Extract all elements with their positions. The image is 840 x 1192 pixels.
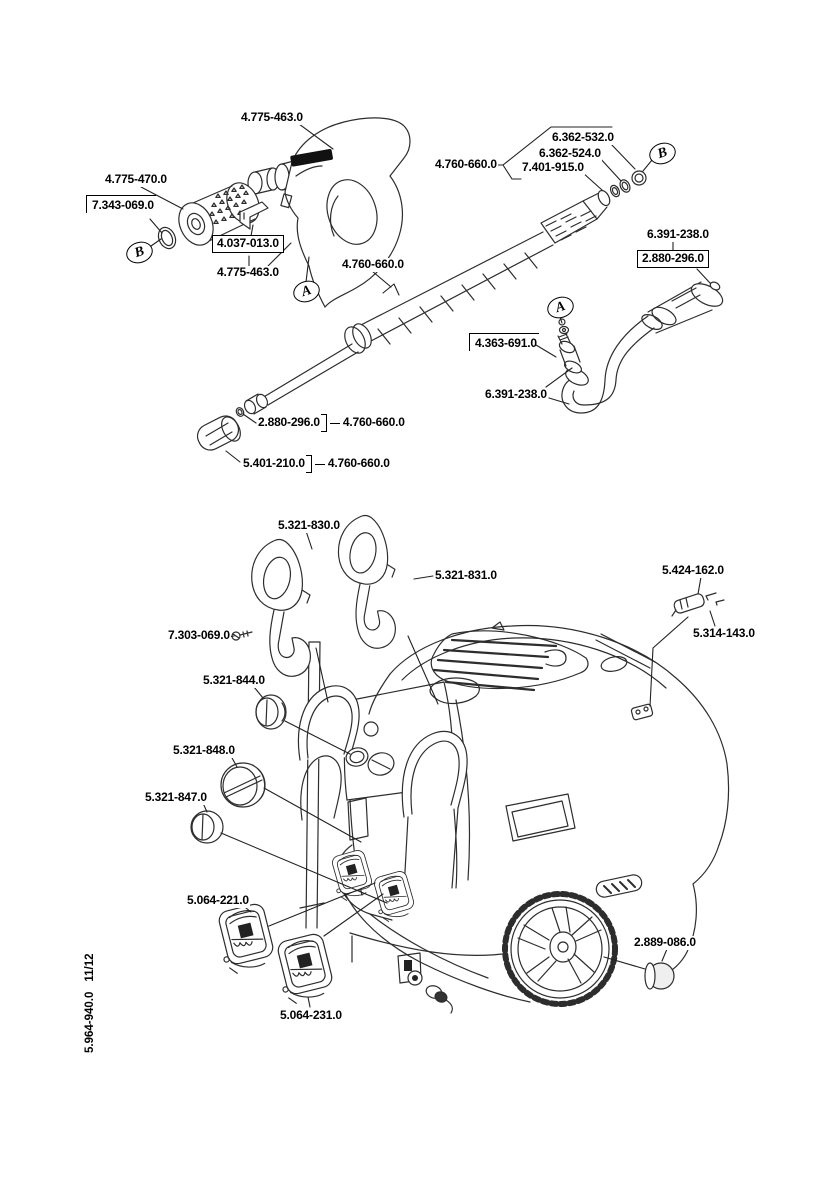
part-label-hook-right: 5.321-831.0: [435, 568, 497, 582]
wheel-art: [502, 891, 618, 1007]
part-label-clip: 4.037-013.0: [212, 235, 284, 253]
hub-cap-art: [645, 963, 674, 989]
sheet-edition: 11/12: [84, 953, 96, 982]
detail-marker-a: A: [290, 277, 322, 305]
part-label-elbow-fitting: 4.363-691.0: [469, 333, 539, 351]
part-label-washer: 6.362-524.0: [539, 146, 601, 160]
detail-marker-b: B: [123, 238, 155, 266]
part-label-knob-upper: 5.321-844.0: [203, 673, 265, 687]
part-label-gun-top: 4.775-463.0: [241, 110, 303, 124]
detail-marker-b: B: [646, 139, 678, 167]
part-label-wheel-cap: 2.889-086.0: [634, 935, 696, 949]
part-label-hook-left: 5.321-830.0: [278, 518, 340, 532]
dash-glyph: [315, 464, 325, 465]
part-label-holder-front: 5.064-221.0: [187, 893, 249, 907]
knobs-art: [191, 695, 286, 843]
leader-lines: [141, 124, 715, 1007]
part-label-lance-right: 4.760-660.0: [435, 157, 497, 171]
part-label-clamp-screws: 5.314-143.0: [693, 626, 755, 640]
part-label-tip-oring-ref: 4.760-660.0: [342, 415, 405, 430]
detail-marker-a: A: [544, 293, 576, 321]
part-label-gun-bottom: 4.775-463.0: [217, 265, 279, 279]
bracket-glyph: [306, 455, 312, 473]
bracket-glyph: [321, 414, 327, 432]
lower-lance-art: [193, 344, 358, 454]
part-label-nozzle-cap-row: [242, 455, 391, 473]
part-label-handle-hose: 6.391-238.0: [647, 227, 709, 241]
part-label-knob-large: 5.321-848.0: [173, 743, 235, 757]
sheet-number: [84, 953, 96, 1053]
part-label-nozzle-cap-ref: 4.760-660.0: [327, 456, 390, 471]
part-label-tip-oring: 2.880-296.0: [258, 415, 320, 430]
handle-hose-art: [558, 279, 727, 413]
part-label-union-nut: 6.362-532.0: [552, 130, 614, 144]
part-label-knob-lower: 5.321-847.0: [145, 790, 207, 804]
part-label-cable-clamp: 5.424-162.0: [662, 563, 724, 577]
sheet-number-value: 5.964-940.0: [84, 991, 96, 1053]
part-label-tip-oring-row: [257, 414, 406, 432]
part-label-holder-rear: 5.064-231.0: [280, 1008, 342, 1022]
part-label-nozzle-cap: 5.401-210.0: [243, 456, 305, 471]
part-label-nozzle-insert: 4.775-470.0: [105, 172, 167, 186]
part-label-oring-kit: 7.343-069.0: [86, 195, 156, 213]
dash-glyph: [330, 423, 340, 424]
hooks-art: [232, 515, 395, 676]
part-label-lance-mid: 4.760-660.0: [342, 257, 404, 271]
clamp-art: [672, 593, 724, 616]
part-label-handle-oring: 2.880-296.0: [637, 250, 709, 268]
part-label-oring-lance: 7.401-915.0: [522, 160, 584, 174]
part-label-handle-hose-lower: 6.391-238.0: [485, 387, 547, 401]
part-label-hook-screw: 7.303-069.0: [168, 628, 230, 642]
